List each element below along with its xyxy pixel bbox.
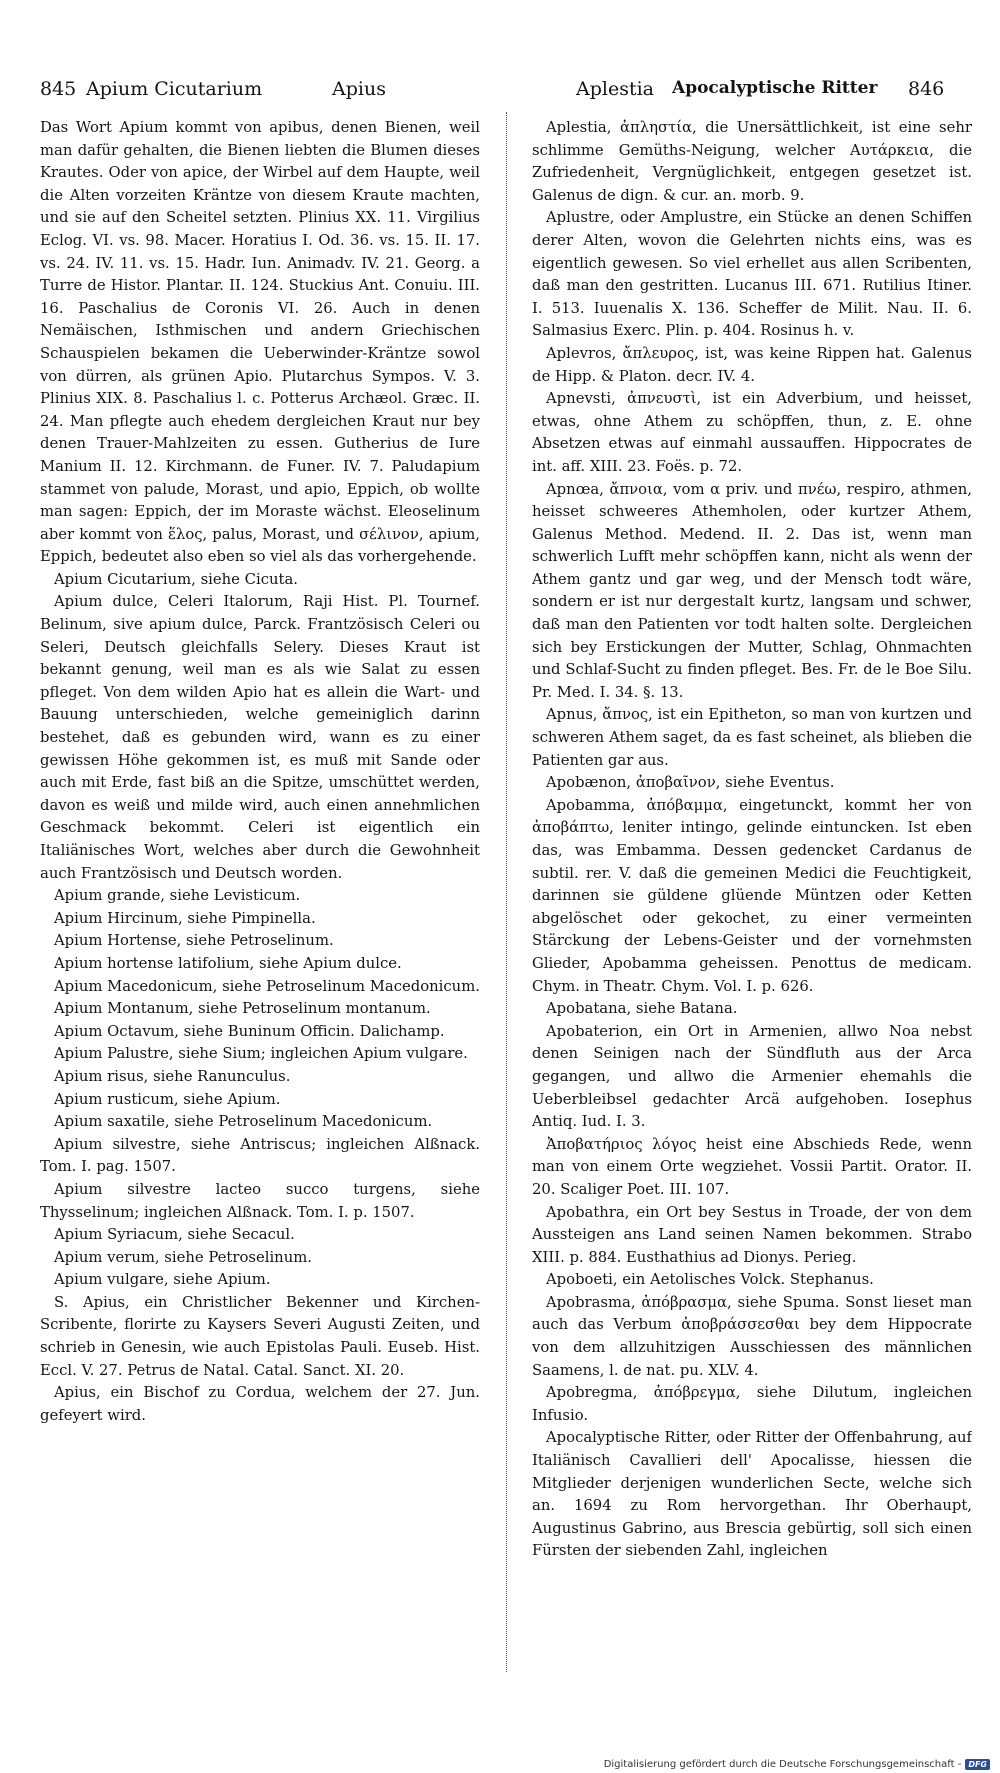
entry-paragraph: Apius, ein Bischof zu Cordua, welchem der 27. Jun. gefeyert wird. [40,1384,480,1424]
footer-text: Digitalisierung gefördert durch die Deutsche Forschungsgemeinschaft - [603,1758,962,1770]
entry-paragraph: Apobatana, siehe Batana. [546,1000,738,1018]
entry-paragraph: Apobregma, ἀπόβρεγμα, siehe Dilutum, ingleichen Infusio. [532,1384,972,1424]
entry-paragraph: Apobamma, ἀπόβαμμα, eingetunckt, kommt her von ἀποβάπτω, leniter intingo, gelinde eintuncken. Ist eben das, was Embamma. Dessen gedencket Cardanus de subtil. rer. V. daß die gemeinen Medici die Feuchtigkeit, darinnen sie güldene glüende Müntzen oder Ketten abgelöschet oder gekochet, zu einer vermeinten Stärckung der Lebens-Geister und der vornehmsten Glieder, Apobamma geheissen. Penottus de medicam. Chym. in Theatr. Chym. Vol. I. p. 626. [532,796,972,995]
entry-paragraph: Apium Hortense, siehe Petroselinum. [54,932,334,950]
entry-paragraph: Apium Syriacum, siehe Secacul. [54,1226,295,1244]
right-catchword-2: Apocalyptische Ritter [672,78,878,98]
dfg-logo: DFG [965,1759,990,1770]
entry-paragraph: Das Wort Apium kommt von apibus, denen Bienen, weil man dafür gehalten, die Bienen liebten die Blumen dieses Krautes. Oder von apice, der Wirbel auf dem Haupte, weil die Alten vorzeiten Kräntze von diesem Kraute machten, und sie auf den Scheitel setzten. Plinius XX. 11. Virgilius Eclog. VI. vs. 98. Macer. Horatius I. Od. 36. vs. 15. II. 17. vs. 24. IV. 11. vs. 15. Hadr. Iun. Animadv. IV. 21. Georg. a Turre de Histor. Plantar. II. 124. Stuckius Ant. Conuiu. III. 16. Paschalius de Coronis VI. 26. Auch in denen Nemäischen, Isthmischen und andern Griechischen Schauspielen bekamen die Ueberwinder-Kräntze sowol von dürren, als grünen Apio. Plutarchus Sympos. V. 3. Plinius XIX. 8. Paschalius l. c. Potterus Archæol. Græc. II. 24. Man pflegte auch ehedem dergleichen Kraut nur bey denen Trauer-Mahlzeiten zu essen. Gutherius de Iure Manium II. 12. Kirchmann. de Funer. IV. 7. Paludapium stammet von palude, Morast, und apio, Eppich, ob wollte man sagen: Eppich, der im Moraste wächst. Eleoselinum aber kommt von ἕλος, palus, Morast, und σέλινον, apium, Eppich, bedeutet also eben so viel als das vorhergehende. [40,119,480,566]
entry-paragraph: Apium silvestre, siehe Antriscus; ingleichen Alßnack. Tom. I. pag. 1507. [40,1135,480,1176]
entry-paragraph: Apium rusticum, siehe Apium. [54,1090,281,1108]
left-catchword-2: Apius [332,78,386,100]
entry-paragraph: Apocalyptische Ritter, oder Ritter der Offenbahrung, auf Italiänisch Cavallieri dell' Apocalisse, hiessen die Mitglieder derjenigen wunderlichen Secte, welche sich an. 1694 zu Rom hervorgethan. Ihr Oberhaupt, Augustinus Gabrino, aus Brescia gebürtig, soll sich einen Fürsten der siebenden Zahl, ingleichen [532,1429,972,1560]
left-catchword-1: Apium Cicutarium [86,78,263,100]
digitization-footer [604,1757,990,1771]
entry-paragraph: Apium Palustre, siehe Sium; ingleichen Apium vulgare. [54,1045,468,1063]
entry-paragraph: Aplestia, ἀπληστία, die Unersättlichkeit, ist eine sehr schlimme Gemüths-Neigung, welcher Αυτάρκεια, die Zufriedenheit, Vergnüglichkeit, entgegen gesetzet ist. Galenus de dign. & cur. an. morb. 9. [532,119,972,204]
entry-paragraph: Apium verum, siehe Petroselinum. [54,1248,312,1266]
entry-paragraph: Apium grande, siehe Levisticum. [54,887,301,905]
entry-paragraph: Ἀποβατήριος λόγος heist eine Abschieds Rede, wenn man von einem Orte wegziehet. Vossii Partit. Orator. II. 20. Scaliger Poet. III. 107. [532,1135,972,1198]
entry-paragraph: Aplustre, oder Amplustre, ein Stücke an denen Schiffen derer Alten, wovon die Gelehrten nichts eins, was es eigentlich gewesen. So viel erhellet aus allen Scribenten, daß man den gestritten. Lucanus III. 671. Rutilius Itiner. I. 513. Iuuenalis X. 136. Scheffer de Milit. Nau. II. 6. Salmasius Exerc. Plin. p. 404. Rosinus h. v. [532,209,972,340]
entry-paragraph: S. Apius, ein Christlicher Bekenner und Kirchen-Scribente, florirte zu Kaysers Severi Augusti Zeiten, und schrieb in Genesin, wie auch Epistolas Pauli. Euseb. Hist. Eccl. V. 27. Petrus de Natal. Catal. Sanct. XI. 20. [40,1293,480,1379]
entry-paragraph: Apoboeti, ein Aetolisches Volck. Stephanus. [546,1271,874,1289]
entry-paragraph: Apobathra, ein Ort bey Sestus in Troade, der von dem Aussteigen ans Land seinen Namen bekommen. Strabo XIII. p. 884. Eusthathius ad Dionys. Perieg. [532,1203,972,1266]
left-column [40,117,480,1672]
entry-paragraph: Apium Octavum, siehe Buninum Officin. Dalichamp. [54,1022,445,1040]
column-divider [506,112,507,1672]
entry-paragraph: Apium Cicutarium, siehe Cicuta. [54,570,298,588]
entry-paragraph: Apium dulce, Celeri Italorum, Raji Hist. Pl. Tournef. Belinum, sive apium dulce, Parck. Frantzösisch Celeri ou Seleri, Deutsch gleichfalls Selery. Dieses Kraut ist bekannt genung, weil man es als wie Salat zu essen pfleget. Von dem wilden Apio hat es allein die Wart- und Bauung unterschieden, welche gemeiniglich darinn bestehet, daß es gebunden wird, wann es zu einer gewissen Höhe gekommen ist, es muß mit Sande oder auch mit Erde, fast biß an die Spitze, umschüttet werden, davon es weiß und milde wird, auch einen annehmlichen Geschmack bekommt. Celeri ist eigentlich ein Italiänisches Wort, welches aber durch die Gewohnheit auch Frantzösisch und Deutsch worden. [40,593,480,882]
entry-paragraph: Aplevros, ἄπλευρος, ist, was keine Rippen hat. Galenus de Hipp. & Platon. decr. IV. 4. [532,344,972,385]
entry-paragraph: Apium risus, siehe Ranunculus. [54,1067,291,1085]
entry-paragraph: Apium vulgare, siehe Apium. [54,1271,271,1289]
entry-paragraph: Apium Macedonicum, siehe Petroselinum Macedonicum. [54,977,480,995]
entry-paragraph: Apnus, ἄπνος, ist ein Epitheton, so man von kurtzen und schweren Athem saget, da es fast scheinet, als blieben die Patienten gar aus. [532,706,972,769]
entry-paragraph: Apium Hircinum, siehe Pimpinella. [54,909,316,927]
entry-paragraph: Apium silvestre lacteo succo turgens, siehe Thysselinum; ingleichen Alßnack. Tom. I. p. 1507. [40,1180,480,1221]
right-catchword-1: Aplestia [576,78,654,100]
left-page-number: 845 [40,78,77,100]
entry-paragraph: Apobænon, ἀποβαῖνον, siehe Eventus. [546,774,835,792]
entry-paragraph: Apobrasma, ἀπόβρασμα, siehe Spuma. Sonst lieset man auch das Verbum ἀποβράσσεσθαι bey dem Hippocrate von dem allzuhitzigen Ausschiessen des männlichen Saamens, l. de nat. pu. XLV. 4. [532,1293,972,1379]
entry-paragraph: Apium saxatile, siehe Petroselinum Macedonicum. [54,1113,433,1131]
entry-paragraph: Apobaterion, ein Ort in Armenien, allwo Noa nebst denen Seinigen nach der Sündfluth aus der Arca gegangen, und allwo die Armenier ehemahls die Ueberbleibsel gedachter Arcä aufgehoben. Iosephus Antiq. Iud. I. 3. [532,1022,972,1131]
page-header [40,78,950,110]
entry-paragraph: Apium Montanum, siehe Petroselinum montanum. [54,1000,431,1018]
entry-paragraph: Apium hortense latifolium, siehe Apium dulce. [54,954,402,972]
entry-paragraph: Apnevsti, ἀπνευστὶ, ist ein Adverbium, und heisset, etwas, ohne Athem zu schöpffen, thun, z. E. ohne Absetzen etwas auf einmahl aussauffen. Hippocrates de int. aff. XIII. 23. Foës. p. 72. [532,390,972,475]
right-column [532,117,972,1672]
right-page-number: 846 [908,78,945,100]
entry-paragraph: Apnœa, ἄπνοια, vom α priv. und πνέω, respiro, athmen, heisset schweeres Athemholen, oder kurtzer Athem, Galenus Method. Medend. II. 2. Das ist, wenn man schwerlich Lufft mehr schöpffen kann, nicht als wenn der Athem gantz und gar weg, und der Mensch todt wäre, sondern er ist nur dergestalt kurtz, langsam und schwer, daß man den Patienten vor todt halten solte. Dergleichen sich bey Erstickungen der Mutter, Schlag, Ohnmachten und Schlaf-Sucht zu finden pfleget. Bes. Fr. de le Boe Silu. Pr. Med. I. 34. §. 13. [532,480,972,701]
